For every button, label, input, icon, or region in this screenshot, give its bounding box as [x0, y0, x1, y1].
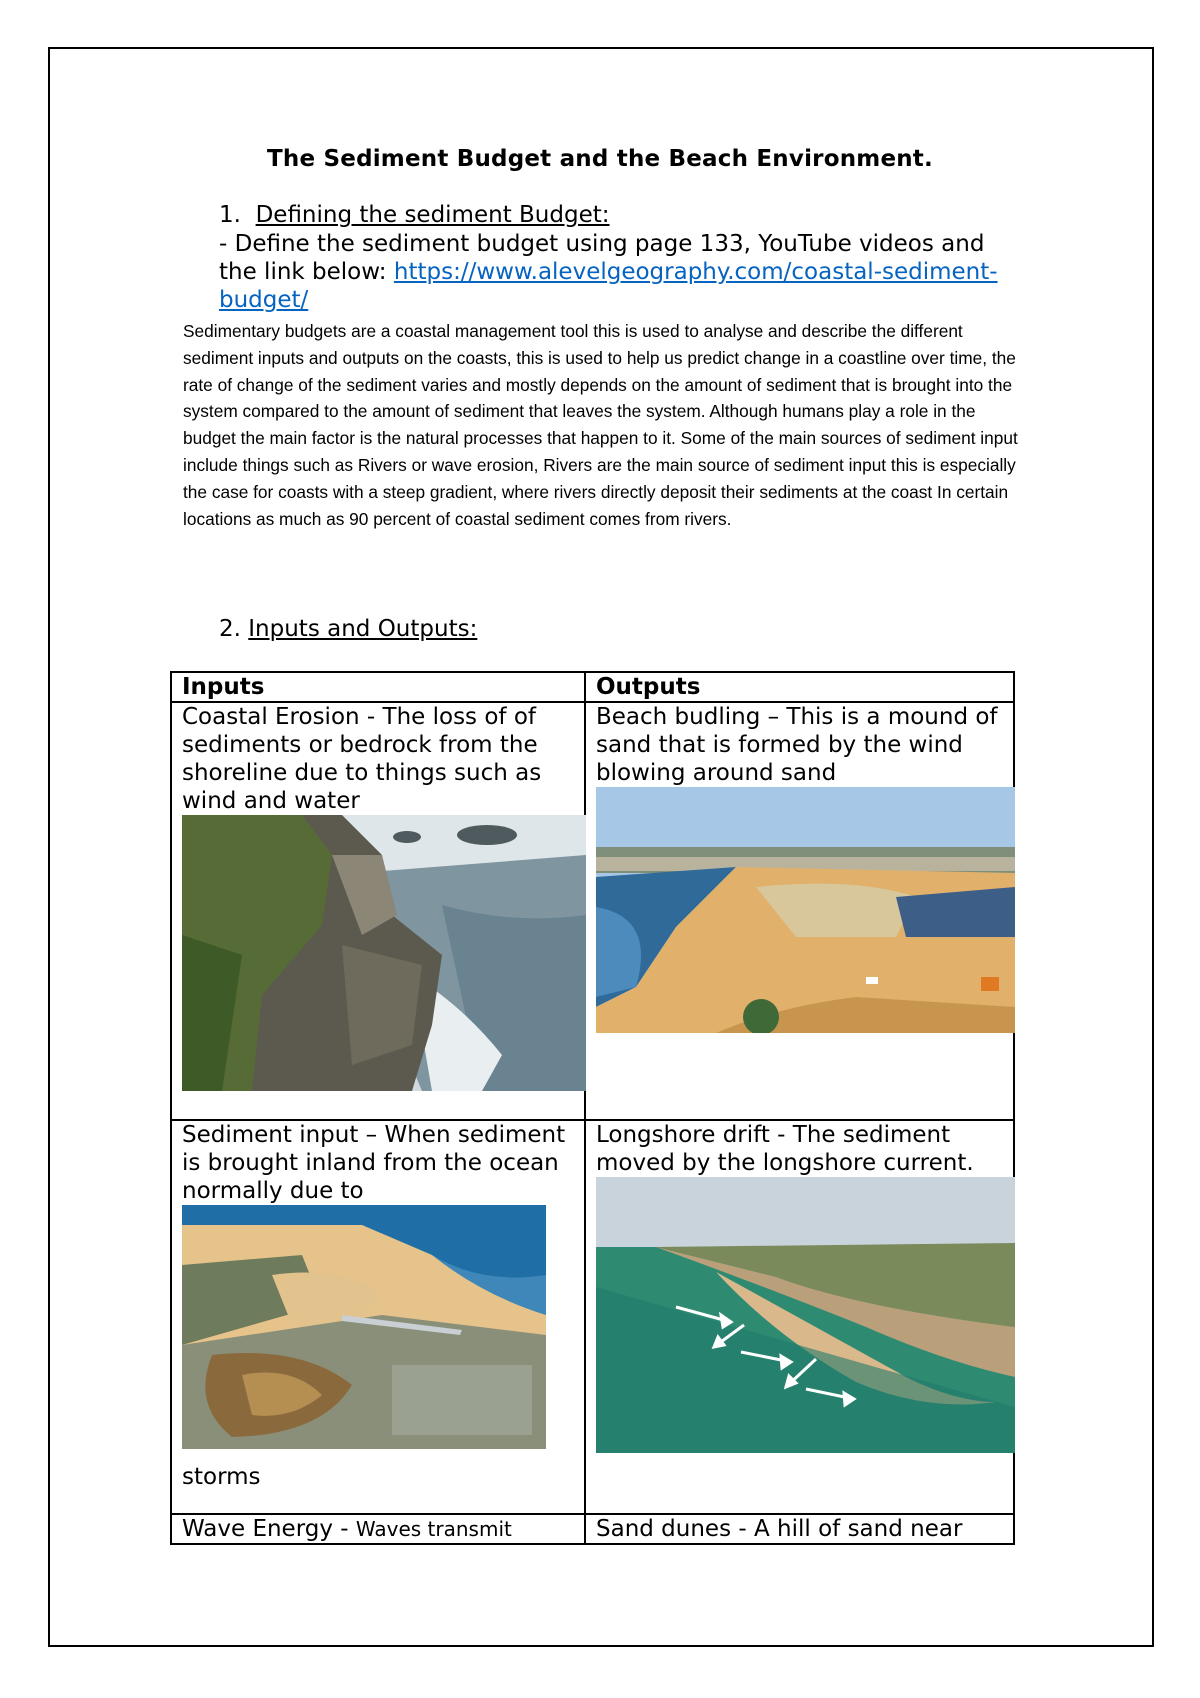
section-2-label: Inputs and Outputs:	[248, 616, 478, 642]
section-2-number: 2.	[219, 616, 241, 642]
lagoon-aerial-photo	[182, 1205, 546, 1449]
reference-link[interactable]: https://www.alevelgeography.com/coastal-sediment-budget/	[219, 259, 998, 313]
cell-sediment-input	[171, 1120, 585, 1514]
longshore-drift-photo	[596, 1177, 1015, 1453]
section-1-label: Defining the sediment Budget:	[255, 202, 610, 228]
sediment-input-text: Sediment input – When sediment is brought inland from the ocean normally due to	[182, 1122, 566, 1204]
section-1-heading	[219, 202, 610, 228]
section-1-number: 1.	[219, 202, 241, 228]
table-row	[171, 1120, 1014, 1514]
wave-energy-label: Wave Energy -	[182, 1516, 356, 1542]
sand-dunes-text: Sand dunes - A hill of sand near	[596, 1516, 963, 1542]
cell-longshore-drift	[585, 1120, 1014, 1514]
beach-building-photo	[596, 787, 1015, 1033]
cell-wave-energy	[171, 1514, 585, 1544]
define-instruction	[219, 230, 1009, 314]
body-paragraph: Sedimentary budgets are a coastal management tool this is used to analyse and describe the different sediment inputs and outputs on the coasts, this is used to help us predict change in a coastline over time, the rate of change of the sediment varies and mostly depends on the amount of sediment that is brought into the system compared to the amount of sediment that leaves the system. Although humans play a role in the budget the main factor is the natural processes that happen to it. Some of the main sources of sediment input include things such as Rivers or wave erosion, Rivers are the main source of sediment input this is especially the case for coasts with a steep gradient, where rivers directly deposit their sediments at the coast In certain locations as much as 90 percent of coastal sediment comes from rivers.	[183, 321, 1018, 529]
beach-building-text: Beach budling – This is a mound of sand that is formed by the wind blowing around sand	[596, 704, 998, 786]
longshore-drift-text: Longshore drift - The sediment moved by the longshore current.	[596, 1122, 974, 1176]
cell-beach-building	[585, 702, 1014, 1120]
coastal-erosion-text: Coastal Erosion - The loss of of sediments or bedrock from the shoreline due to things such as wind and water	[182, 704, 542, 814]
header-inputs: Inputs	[171, 672, 585, 702]
define-text: - Define the sediment budget using page 133, YouTube videos and the link below:	[219, 231, 985, 285]
wave-energy-text: Waves transmit	[355, 1517, 512, 1541]
cell-sand-dunes	[585, 1514, 1014, 1544]
table-row	[171, 702, 1014, 1120]
storms-text: storms	[182, 1464, 261, 1490]
cliff-erosion-photo	[182, 815, 586, 1091]
table-row	[171, 1514, 1014, 1544]
cell-coastal-erosion	[171, 702, 585, 1120]
inputs-outputs-table	[170, 671, 1015, 1545]
section-2-heading	[219, 616, 477, 642]
table-header-row	[171, 672, 1014, 702]
header-outputs: Outputs	[585, 672, 1014, 702]
page-title: The Sediment Budget and the Beach Environment.	[267, 146, 933, 172]
